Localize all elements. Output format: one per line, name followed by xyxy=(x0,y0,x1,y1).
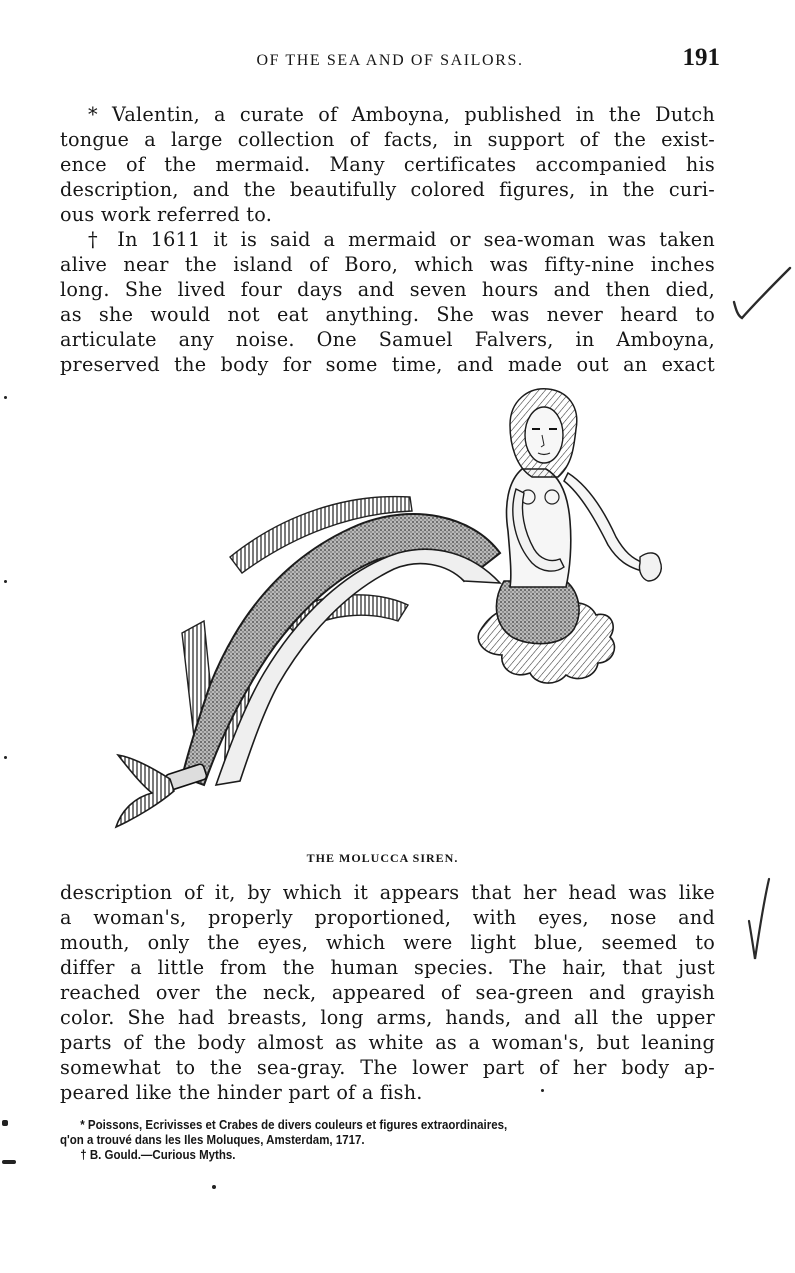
scan-artifact xyxy=(4,580,7,583)
text-line: differ a little from the human species. The hair, that just xyxy=(60,956,715,979)
tail-fluke xyxy=(116,755,174,827)
paragraph-description xyxy=(60,880,715,1105)
pencil-check-mark-icon xyxy=(745,875,773,965)
scan-artifact xyxy=(2,1120,8,1126)
text-line: * Valentin, a curate of Amboyna, published in the Dutch xyxy=(88,103,715,126)
paragraph-boro-mermaid xyxy=(60,227,715,377)
footnotes xyxy=(60,1118,667,1163)
mermaid-hips xyxy=(496,581,579,644)
text-line: ous work referred to. xyxy=(60,203,273,226)
text-line: preserved the body for some time, and made out an exact xyxy=(60,353,715,376)
text-line: long. She lived four days and seven hours and then died, xyxy=(60,278,715,301)
text-line: somewhat to the sea-gray. The lower part of her body ap- xyxy=(60,1056,715,1079)
text-line: a woman's, properly proportioned, with eyes, nose and xyxy=(60,906,715,929)
text-line: † In 1611 it is said a mermaid or sea-woman was taken xyxy=(88,228,715,251)
pencil-check-mark-icon xyxy=(728,262,794,324)
page-number: 191 xyxy=(682,44,720,71)
text-line: reached over the neck, appeared of sea-green and grayish xyxy=(60,981,715,1004)
text-line: color. She had breasts, long arms, hands, and all the upper xyxy=(60,1006,715,1029)
scan-artifact xyxy=(541,1089,544,1092)
text-line: as she would not eat anything. She was never heard to xyxy=(60,303,715,326)
running-title: OF THE SEA AND OF SAILORS. xyxy=(256,52,524,69)
text-line: articulate any noise. One Samuel Falvers, in Amboyna, xyxy=(60,328,715,351)
mermaid-illustration xyxy=(112,385,668,835)
footnote-line: q'on a trouvé dans les Iles Moluques, Amsterdam, 1717. xyxy=(60,1133,365,1147)
scan-artifact xyxy=(2,1160,16,1164)
mermaid-right-hand xyxy=(639,553,661,581)
footnote-line: † B. Gould.—Curious Myths. xyxy=(80,1148,236,1162)
text-line: description, and the beautifully colored figures, in the curi- xyxy=(60,178,715,201)
scan-artifact xyxy=(4,396,7,399)
illustration-caption: THE MOLUCCA SIREN. xyxy=(306,851,459,865)
mermaid-right-arm xyxy=(564,473,644,571)
text-line: peared like the hinder part of a fish. xyxy=(60,1081,423,1104)
mermaid-engraving xyxy=(112,385,668,835)
text-line: mouth, only the eyes, which were light blue, seemed to xyxy=(60,931,715,954)
text-block-upper xyxy=(60,102,715,377)
running-header xyxy=(60,44,720,78)
text-line: parts of the body almost as white as a woman's, but leaning xyxy=(60,1031,715,1054)
scan-artifact xyxy=(212,1185,216,1189)
text-block-lower xyxy=(60,880,715,1105)
text-line: description of it, by which it appears that her head was like xyxy=(60,881,715,904)
text-line: ence of the mermaid. Many certificates accompanied his xyxy=(60,153,715,176)
footnote-line: * Poissons, Ecrivisses et Crabes de divers couleurs et figures extraordinaires, xyxy=(80,1118,508,1132)
scan-artifact xyxy=(4,756,7,759)
text-line: tongue a large collection of facts, in support of the exist- xyxy=(60,128,715,151)
paragraph-valentin xyxy=(60,102,715,227)
text-line: alive near the island of Boro, which was fifty-nine inches xyxy=(60,253,715,276)
